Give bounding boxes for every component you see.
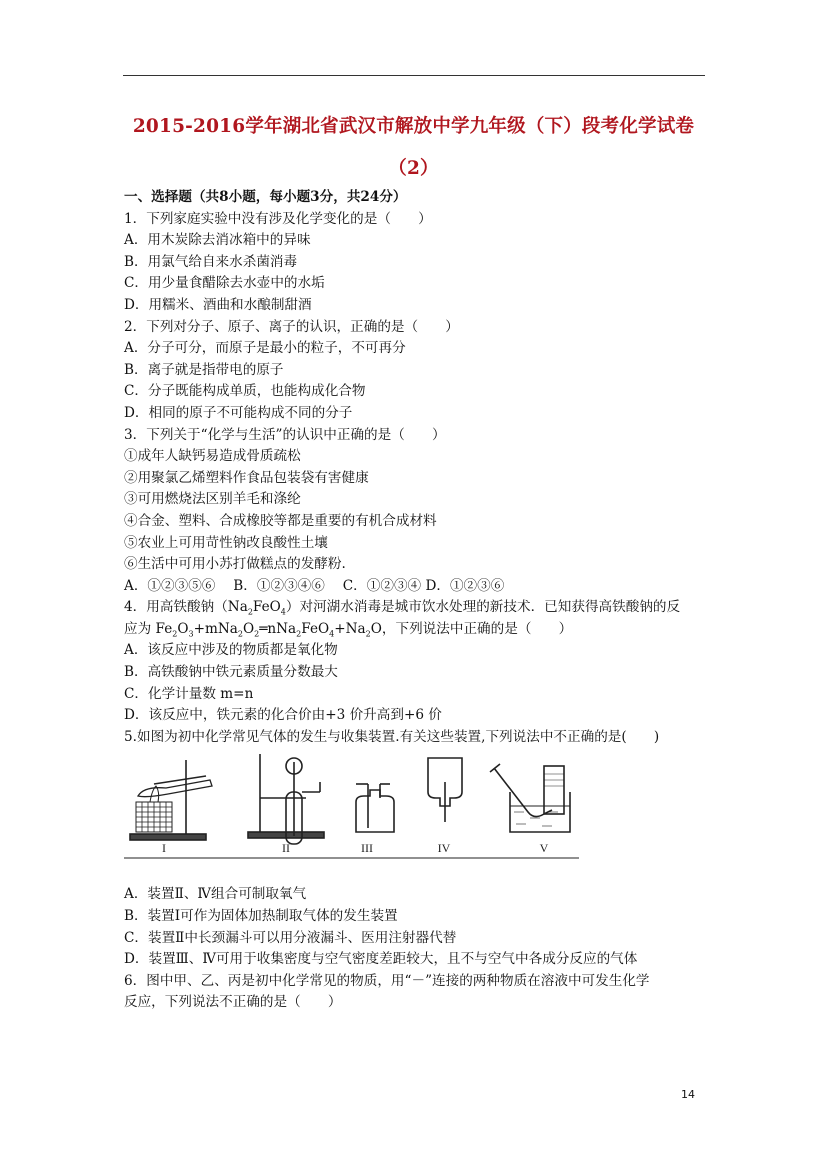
q1-option-d: D．用糯米、酒曲和水酿制甜酒 xyxy=(124,296,312,313)
apparatus-v xyxy=(490,764,570,832)
q3-stem: 3．下列关于“化学与生活”的认识中正确的是（ ） xyxy=(124,426,446,443)
header-rule xyxy=(123,75,705,76)
apparatus-drawing xyxy=(124,752,584,882)
exam-content xyxy=(124,187,714,1014)
q3-statement-4: ④合金、塑料、合成橡胶等都是重要的有机合成材料 xyxy=(124,512,437,529)
q2-option-c: C．分子既能构成单质，也能构成化合物 xyxy=(124,383,366,400)
q2-option-d: D．相同的原子不可能构成不同的分子 xyxy=(124,404,353,421)
q3-options: A．①②③⑤⑥ B．①②③④⑥ C．①②③④ D．①②③⑥ xyxy=(124,577,505,594)
q2-stem: 2．下列对分子、原子、离子的认识，正确的是（ ） xyxy=(124,318,459,335)
q4-option-b: B．高铁酸钠中铁元素质量分数最大 xyxy=(124,664,338,681)
apparatus-ii xyxy=(248,754,324,844)
page-number: 14 xyxy=(681,1088,695,1101)
q3-statement-5: ⑤农业上可用苛性钠改良酸性土壤 xyxy=(124,534,328,551)
q6-stem-line2: 反应，下列说法不正确的是（ ） xyxy=(124,994,342,1011)
q1-stem: 1．下列家庭实验中没有涉及化学变化的是（ ） xyxy=(124,210,432,227)
apparatus-i xyxy=(130,760,212,840)
q6-stem-line1: 6．图中甲、乙、丙是初中化学常见的物质，用“－”连接的两种物质在溶液中可发生化学 xyxy=(124,972,650,989)
q5-stem: 5.如图为初中化学常见气体的发生与收集装置.有关这些装置,下列说法中不正确的是( ) xyxy=(124,728,660,745)
q5-option-c: C．装置Ⅱ中长颈漏斗可以用分液漏斗、医用注射器代替 xyxy=(124,929,457,946)
apparatus-label-iv: IV xyxy=(437,841,451,856)
q1-option-a: A．用木炭除去消冰箱中的异味 xyxy=(124,232,311,249)
apparatus-label-ii: II xyxy=(282,841,290,856)
q1-option-b: B．用氯气给自来水杀菌消毒 xyxy=(124,253,298,270)
q2-option-a: A．分子可分，而原子是最小的粒子，不可再分 xyxy=(124,340,406,357)
q3-statement-2: ②用聚氯乙烯塑料作食品包装袋有害健康 xyxy=(124,469,369,486)
q5-option-b: B．装置Ⅰ可作为固体加热制取气体的发生装置 xyxy=(124,908,398,925)
q2-option-b: B．离子就是指带电的原子 xyxy=(124,361,284,378)
apparatus-iv xyxy=(428,758,462,822)
q3-statement-3: ③可用燃烧法区别羊毛和涤纶 xyxy=(124,491,301,508)
q1-option-c: C．用少量食醋除去水壶中的水垢 xyxy=(124,275,325,292)
q4-stem-line1: 4．用高铁酸钠$(Na_2FeO_4)$对河湖水消毒是城市饮水处理的新技术．已知获得高铁酸钠的反 xyxy=(124,599,681,617)
section-heading: 一、选择题（共8小题，每小题3分，共24分） xyxy=(124,189,407,205)
q3-statement-1: ①成年人缺钙易造成骨质疏松 xyxy=(124,448,301,465)
paper-title-number: （2） xyxy=(388,158,439,179)
paper-title: 2015-2016学年湖北省武汉市解放中学九年级（下）段考化学试卷 xyxy=(132,116,695,137)
q5-option-a: A．装置Ⅱ、Ⅳ组合可制取氧气 xyxy=(124,886,307,903)
apparatus-label-i: I xyxy=(162,841,166,856)
q4-stem-line2: 应为 $Fe_2O_3+mNa_2O_2═nNa_2FeO_4+Na_2O$，下列说法中正确的是（ ） xyxy=(124,620,573,639)
q3-statement-6: ⑥生活中可用小苏打做糕点的发酵粉. xyxy=(124,556,346,573)
apparatus-iii xyxy=(356,784,394,832)
apparatus-label-iii: III xyxy=(361,841,373,856)
q5-option-d: D．装置Ⅲ、Ⅳ可用于收集密度与空气密度差距较大，且不与空气中各成分反应的气体 xyxy=(124,951,638,968)
q4-option-a: A．该反应中涉及的物质都是氧化物 xyxy=(124,642,338,659)
q4-option-c: C．化学计量数 m=n xyxy=(124,685,254,702)
q4-option-d: D．该反应中，铁元素的化合价由+3 价升高到+6 价 xyxy=(124,707,442,724)
apparatus-label-v: V xyxy=(539,841,549,856)
apparatus-figure xyxy=(124,748,714,884)
